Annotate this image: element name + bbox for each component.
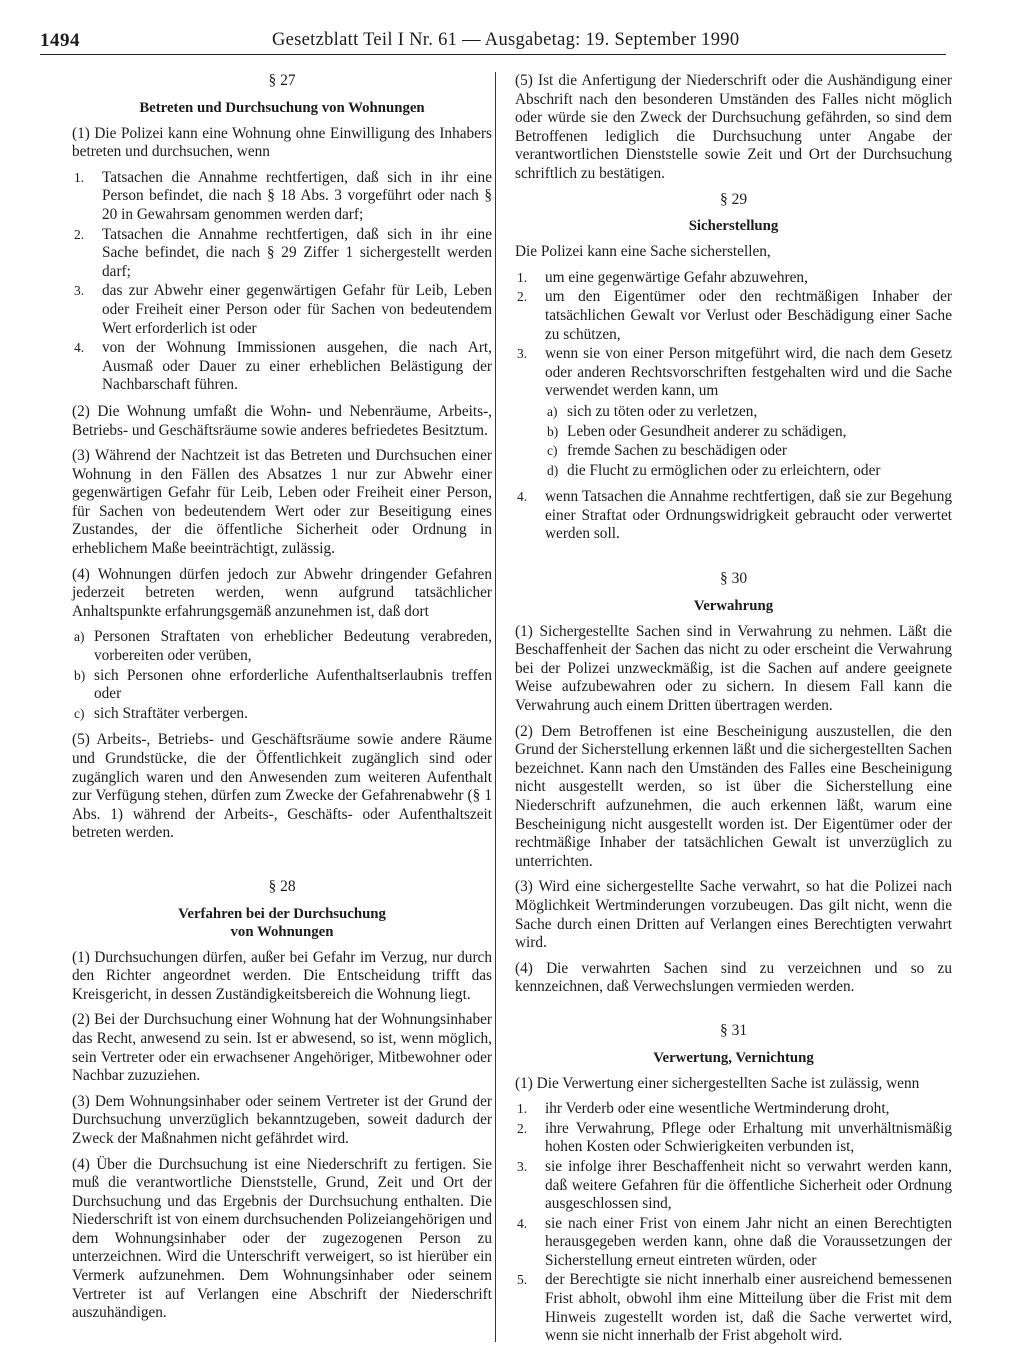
item-marker: 2.: [74, 226, 85, 242]
page-header: [40, 30, 946, 55]
s28-para-2: (2) Bei der Durchsuchung einer Wohnung hat der Wohnungsinhaber das Recht, anwesend zu sein. Ist er abwesend, so ist, wenn möglich, sein Vertreter oder ein erwachsener Angehöriger, Mitbewohner oder Nachbar zuzuziehen.: [72, 1011, 492, 1085]
section-31-number: § 31: [719, 1021, 748, 1039]
section-30-title: Verwahrung: [693, 597, 774, 614]
s29-list: [515, 269, 952, 544]
list-item: [545, 403, 952, 422]
list-item: [545, 442, 952, 461]
list-item: [515, 288, 952, 344]
item-text: wenn sie von einer Person mitgeführt wird, die nach dem Gesetz oder anderen Rechtsvorschriften festgehalten wird und die Sache verwendet werden kann, um: [545, 345, 952, 400]
list-item: [515, 269, 952, 288]
list-item: [545, 462, 952, 481]
item-text: der Berechtigte sie nicht innerhalb einer ausreichend bemessenen Frist abholt, obwohl ihm eine Mitteilung über die Frist mit dem Hinweis zugestellt worden ist, daß die Sache verwertet wird, wenn sie nicht innerhalb der Frist abgeholt wird.: [545, 1271, 952, 1345]
s31-para-1: (1) Die Verwertung einer sichergestellten Sache ist zulässig, wenn: [515, 1074, 920, 1092]
section-28-title: [72, 905, 492, 941]
s28-para-1: (1) Durchsuchungen dürfen, außer bei Gefahr im Verzug, nur durch den Richter angeordnet werden. Die Entscheidung trifft das Kreisgericht, in dessen Zuständigkeitsbereich die Wohnung liegt.: [72, 948, 492, 1003]
s28-para-4: (4) Über die Durchsuchung ist eine Niederschrift zu fertigen. Sie muß die verantwortliche Dienststelle, Grund, Zeit und Ort der Durchsuchung und das Ergebnis der Durchsuchung enthalten. Die Niederschrift ist von einem durchsuchenden Polizeiangehörigen und dem Wohnungsinhaber oder der zugezogenen Person zu unterzeichnen. Wird die Unterschrift verweigert, so ist hierüber ein Vermerk aufzunehmen. Dem Wohnungsinhaber oder seinem Vertreter ist auf Verlangen eine Abschrift der Niederschrift auszuhändigen.: [72, 1155, 492, 1322]
list-item: [515, 1271, 952, 1345]
item-text: von der Wohnung Immissionen ausgehen, die nach Art, Ausmaß oder Dauer zu einer erheblichen Belästigung der Nachbarschaft führen.: [102, 339, 492, 394]
list-item: [515, 1100, 952, 1119]
item-marker: 4.: [74, 340, 85, 356]
s27-para-2: (2) Die Wohnung umfaßt die Wohn- und Nebenräume, Arbeits-, Betriebs- und Geschäftsräume sowie anderes befriedetes Besitztum.: [72, 402, 492, 439]
list-item: [72, 169, 492, 225]
item-text: um den Eigentümer oder den rechtmäßigen Inhaber der tatsächlichen Gewalt vor Verlust oder Beschädigung einer Sache zu schützen,: [545, 288, 952, 343]
s29-intro: Die Polizei kann eine Sache sicherstellen,: [515, 243, 771, 261]
section-30-number: § 30: [719, 570, 748, 588]
list-item: [72, 226, 492, 282]
item-marker: d): [547, 462, 559, 478]
list-item: [72, 282, 492, 338]
s30-para-3: (3) Wird eine sichergestellte Sache verwahrt, so hat die Polizei nach Möglichkeit Wertminderungen vorzubeugen. Das gilt nicht, wenn die Sache durch einen Dritten auf Verlangen eines Berechtigten verwahrt wird.: [515, 878, 952, 952]
item-marker: 2.: [517, 289, 528, 305]
s30-para-4: (4) Die verwahrten Sachen sind zu verzeichnen und so zu kennzeichnen, daß Verwechslungen vermieden werden.: [515, 959, 952, 996]
list-item: [515, 1215, 952, 1271]
right-column: [515, 72, 952, 1354]
column-divider: [495, 72, 496, 1342]
item-text: Personen Straftaten von erheblicher Bedeutung verabreden, vorbereiten oder verüben,: [94, 628, 492, 665]
section-31-title: Verwertung, Vernichtung: [653, 1049, 814, 1066]
left-column: [72, 72, 492, 1330]
item-text: die Flucht zu ermöglichen oder zu erleichtern, oder: [567, 461, 881, 479]
s27-list: [72, 169, 492, 395]
list-item: [72, 339, 492, 395]
item-text: wenn Tatsachen die Annahme rechtfertigen, daß sie zur Begehung einer Straftat oder Ordnungswidrigkeit gebraucht oder verwertet werden soll.: [545, 488, 952, 543]
item-text: Tatsachen die Annahme rechtfertigen, daß sich in ihr eine Person befindet, die nach § 18 Abs. 3 vorgeführt oder nach § 20 in Gewahrsam genommen werden darf;: [102, 168, 492, 223]
item-text: fremde Sachen zu beschädigen oder: [567, 442, 788, 460]
s27-para-3: (3) Während der Nachtzeit ist das Betreten und Durchsuchen einer Wohnung in den Fällen des Absatzes 1 nur zur Abwehr einer gegenwärtigen Gefahr für Leib, Leben oder Freiheit einer Person, für Sachen von bedeutendem Wert oder zur Beseitigung eines Zustandes, der die öffentliche Sicherheit oder Ordnung in erheblichem Maße beeinträchtigt, zulässig.: [72, 447, 492, 558]
section-29-title: Sicherstellung: [688, 218, 779, 235]
list-item: [515, 1120, 952, 1157]
page-number: 1494: [40, 30, 80, 51]
section-28-number: § 28: [268, 877, 296, 895]
item-marker: a): [547, 403, 558, 419]
section-27-number: § 27: [268, 72, 296, 89]
item-marker: 3.: [517, 346, 528, 362]
item-marker: c): [547, 443, 558, 459]
item-text: sich Straftäter verbergen.: [94, 704, 248, 722]
item-text: um eine gegenwärtige Gefahr abzuwehren,: [545, 268, 808, 286]
item-text: ihre Verwahrung, Pflege oder Erhaltung mit unverhältnismäßig hohen Kosten oder Schwierigkeiten verbunden ist,: [545, 1119, 952, 1156]
s27-para-4: (4) Wohnungen dürfen jedoch zur Abwehr dringender Gefahren jederzeit betreten werden, wenn aufgrund tatsächlicher Anhaltspunkte erfahrungsgemäß anzunehmen ist, daß dort: [72, 565, 492, 620]
s30-para-2: (2) Dem Betroffenen ist eine Bescheinigung auszustellen, die den Grund der Sicherstellung erkennen läßt und die sichergestellten Sachen bezeichnet. Kann nach den Umständen des Falles eine Bescheinigung nicht ausgestellt werden, so ist über die Sicherstellung eine Niederschrift aufzunehmen, die auch erkennen läßt, warum eine Bescheinigung nicht ausgestellt worden ist. Der Eigentümer oder der rechtmäßige Inhaber der tatsächlichen Gewalt ist unverzüglich zu unterrichten.: [515, 722, 952, 870]
item-marker: 5.: [517, 1272, 528, 1288]
s28-para-5: (5) Ist die Anfertigung der Niederschrift oder die Aushändigung einer Abschrift nach den besonderen Umständen des Falles nicht möglich oder würde sie den Zweck der Durchsuchung gefährden, so sind dem Betroffenen lediglich die Durchsuchung unter Angabe der verantwortlichen Dienststelle sowie Zeit und Ort der Durchsuchung schriftlich zu bestätigen.: [515, 72, 952, 182]
s30-para-1: (1) Sichergestellte Sachen sind in Verwahrung zu nehmen. Läßt die Beschaffenheit der Sachen das nicht zu oder erscheint die Verwahrung bei der Polizei unzweckmäßig, ist die Sachen auf andere geeignete Weise aufzubewahren oder zu sichern. In diesem Fall kann die Verwahrung auch einem Dritten übertragen werden.: [515, 622, 952, 715]
s27-para-1: (1) Die Polizei kann eine Wohnung ohne Einwilligung des Inhabers betreten und durchsuchen, wenn: [72, 124, 492, 161]
item-marker: 3.: [74, 283, 85, 299]
list-item: [515, 345, 952, 480]
item-text: das zur Abwehr einer gegenwärtigen Gefahr für Leib, Leben oder Freiheit einer Person oder für Sachen von bedeutendem Wert erforderlich ist oder: [102, 282, 492, 337]
item-marker: 1.: [74, 169, 85, 185]
item-marker: 1.: [517, 269, 528, 285]
item-marker: 4.: [517, 489, 528, 505]
item-text: sich Personen ohne erforderliche Aufenthaltserlaubnis treffen oder: [94, 666, 492, 703]
list-item: [515, 488, 952, 544]
item-marker: 3.: [517, 1158, 528, 1174]
item-text: sie nach einer Frist von einem Jahr nicht an einen Berechtigten herausgegeben werden kann, ohne daß die Voraussetzungen der Sicherstellung erneut eintreten würden, oder: [545, 1214, 952, 1269]
s31-list: [515, 1100, 952, 1346]
item-marker: b): [547, 423, 559, 439]
item-text: sie infolge ihrer Beschaffenheit nicht so verwahrt werden kann, daß weitere Gefahren für die öffentliche Sicherheit oder Ordnung ausgeschlossen sind,: [545, 1157, 952, 1213]
item-text: Tatsachen die Annahme rechtfertigen, daß sich in ihr eine Sache befindet, die nach § 29 Ziffer 1 sichergestellt werden darf;: [102, 225, 492, 280]
section-27-title: Betreten und Durchsuchung von Wohnungen: [139, 99, 425, 116]
list-item: [72, 705, 492, 724]
item-text: Leben oder Gesundheit anderer zu schädigen,: [567, 422, 847, 440]
section-29-number: § 29: [719, 190, 748, 208]
item-text: sich zu töten oder zu verletzen,: [567, 402, 758, 420]
item-marker: 4.: [517, 1215, 528, 1231]
item-marker: b): [74, 667, 86, 683]
section-28-title-line-2: von Wohnungen: [230, 923, 334, 940]
item-marker: a): [74, 629, 85, 645]
list-item: [72, 628, 492, 665]
s27-para-5: (5) Arbeits-, Betriebs- und Geschäftsräume sowie andere Räume und Grundstücke, die der Öffentlichkeit zugänglich sind oder zugänglich waren und den Anwesenden zum weiteren Aufenthalt zur Verfügung stehen, dürfen zum Zwecke der Gefahrenabwehr (§ 1 Abs. 1) während der Arbeits-, Geschäfts- oder Aufenthaltszeit betreten werden.: [72, 731, 492, 842]
item-marker: 1.: [517, 1101, 528, 1117]
s29-sublist: [545, 403, 952, 480]
list-item: [545, 423, 952, 442]
list-item: [515, 1158, 952, 1214]
list-item: [72, 667, 492, 704]
s27-sublist: [72, 628, 492, 723]
item-marker: 2.: [517, 1120, 528, 1136]
item-marker: c): [74, 705, 85, 721]
gazette-title: Gesetzblatt Teil I Nr. 61 — Ausgabetag: 19. September 1990: [272, 30, 740, 50]
item-text: ihr Verderb oder eine wesentliche Wertminderung droht,: [545, 1100, 890, 1118]
section-28-title-line-1: Verfahren bei der Durchsuchung: [178, 905, 386, 922]
s28-para-3: (3) Dem Wohnungsinhaber oder seinem Vertreter ist der Grund der Durchsuchung unverzüglich bekanntzugeben, soweit dadurch der Zweck der Maßnahmen nicht gefährdet wird.: [72, 1092, 492, 1147]
